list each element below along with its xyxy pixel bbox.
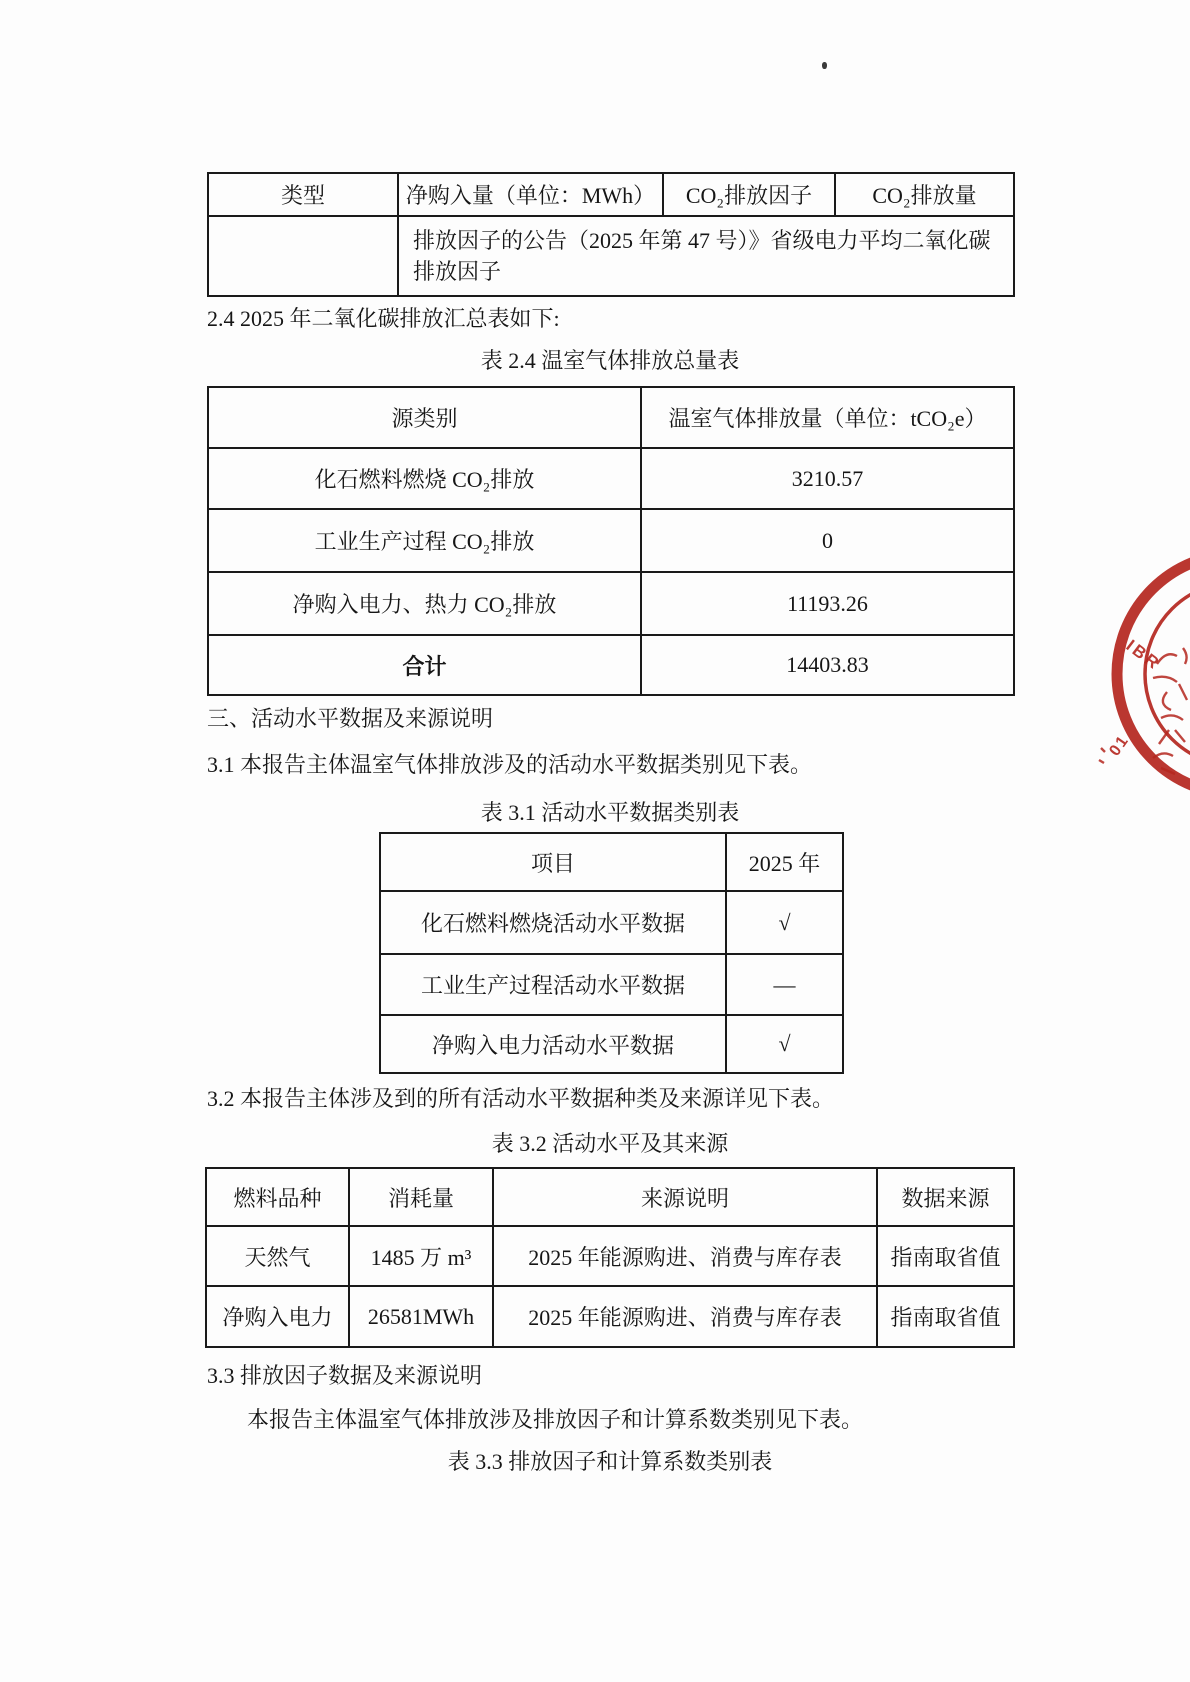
header-cell-co2-factor: CO₂排放因子 <box>663 173 835 216</box>
row-value-industrial-process: 0 <box>641 509 1014 572</box>
header-cell-consumption: 消耗量 <box>349 1168 493 1226</box>
header-cell-year-2025: 2025 年 <box>726 833 843 891</box>
table-row <box>208 635 1014 695</box>
continuation-table <box>207 172 1015 297</box>
section-3-heading: 三、活动水平数据及来源说明 <box>207 706 494 731</box>
table-3-1 <box>379 832 844 1074</box>
row-source-natural-gas: 2025 年能源购进、消费与库存表 <box>493 1226 877 1286</box>
row-amount-natural-gas: 1485 万 m³ <box>349 1226 493 1286</box>
stamp-arc-text-bottom: 01 <box>1106 731 1133 760</box>
table-2-4 <box>207 386 1015 696</box>
table-2-4-title: 表 2.4 温室气体排放总量表 <box>480 348 740 373</box>
row-amount-net-power: 26581MWh <box>349 1286 493 1347</box>
row-label-industrial-process: 工业生产过程 CO₂排放 <box>208 509 641 572</box>
table-3-3-title: 表 3.3 排放因子和计算系数类别表 <box>447 1449 773 1474</box>
row-check-fossil-activity: √ <box>726 891 843 954</box>
table-row <box>208 448 1014 509</box>
table-row <box>380 1015 843 1073</box>
note-cell: 排放因子的公告（2025 年第 47 号）》省级电力平均二氧化碳排放因子 <box>398 216 1014 296</box>
table-3-2 <box>205 1167 1015 1348</box>
row-value-fossil-fuel: 3210.57 <box>641 448 1014 509</box>
section-3-3-heading: 3.3 排放因子数据及来源说明 <box>207 1363 483 1388</box>
section-3-3-body: 本报告主体温室气体排放涉及排放因子和计算系数类别见下表。 <box>247 1407 864 1432</box>
table-row <box>380 954 843 1015</box>
scan-speck <box>822 62 827 69</box>
section-3-1-heading: 3.1 本报告主体温室气体排放涉及的活动水平数据类别见下表。 <box>207 752 813 777</box>
section-3-2-heading: 3.2 本报告主体涉及到的所有活动水平数据种类及来源详见下表。 <box>207 1086 835 1111</box>
row-fuel-net-power: 净购入电力 <box>206 1286 349 1347</box>
row-label-total: 合计 <box>208 635 641 695</box>
header-cell-fuel-type: 燃料品种 <box>206 1168 349 1226</box>
header-cell-item: 项目 <box>380 833 726 891</box>
row-label-fossil-activity: 化石燃料燃烧活动水平数据 <box>380 891 726 954</box>
header-cell-net-purchase: 净购入量（单位：MWh） <box>398 173 663 216</box>
row-value-total: 14403.83 <box>641 635 1014 695</box>
table-row <box>208 572 1014 635</box>
row-label-power-activity: 净购入电力活动水平数据 <box>380 1015 726 1073</box>
table-row <box>208 216 1014 296</box>
table-row <box>206 1226 1014 1286</box>
header-cell-ghg-amount: 温室气体排放量（单位：tCO₂e） <box>641 387 1014 448</box>
table-row <box>206 1168 1014 1226</box>
row-label-net-purchased-power: 净购入电力、热力 CO₂排放 <box>208 572 641 635</box>
table-row <box>380 891 843 954</box>
table-3-2-title: 表 3.2 活动水平及其来源 <box>491 1131 729 1156</box>
row-source-net-power: 2025 年能源购进、消费与库存表 <box>493 1286 877 1347</box>
row-check-power-activity: √ <box>726 1015 843 1073</box>
header-cell-source-desc: 来源说明 <box>493 1168 877 1226</box>
table-row <box>206 1286 1014 1347</box>
row-check-industrial-activity: — <box>726 954 843 1015</box>
header-cell-type: 类型 <box>208 173 398 216</box>
table-3-1-title: 表 3.1 活动水平数据类别表 <box>480 800 740 825</box>
row-datasource-net-power: 指南取省值 <box>877 1286 1014 1347</box>
header-cell-source-category: 源类别 <box>208 387 641 448</box>
row-fuel-natural-gas: 天然气 <box>206 1226 349 1286</box>
row-label-fossil-fuel: 化石燃料燃烧 CO₂排放 <box>208 448 641 509</box>
row-datasource-natural-gas: 指南取省值 <box>877 1226 1014 1286</box>
row-value-net-purchased-power: 11193.26 <box>641 572 1014 635</box>
red-seal-stamp <box>1095 552 1190 797</box>
section-2-4-heading: 2.4 2025 年二氧化碳排放汇总表如下: <box>207 306 560 331</box>
header-cell-data-source: 数据来源 <box>877 1168 1014 1226</box>
header-cell-co2-amount: CO₂排放量 <box>835 173 1014 216</box>
empty-cell <box>208 216 398 296</box>
stamp-arc-text-top: IBR <box>1122 636 1165 675</box>
table-row <box>208 173 1014 216</box>
table-row <box>208 509 1014 572</box>
row-label-industrial-activity: 工业生产过程活动水平数据 <box>380 954 726 1015</box>
table-row <box>208 387 1014 448</box>
table-row <box>380 833 843 891</box>
